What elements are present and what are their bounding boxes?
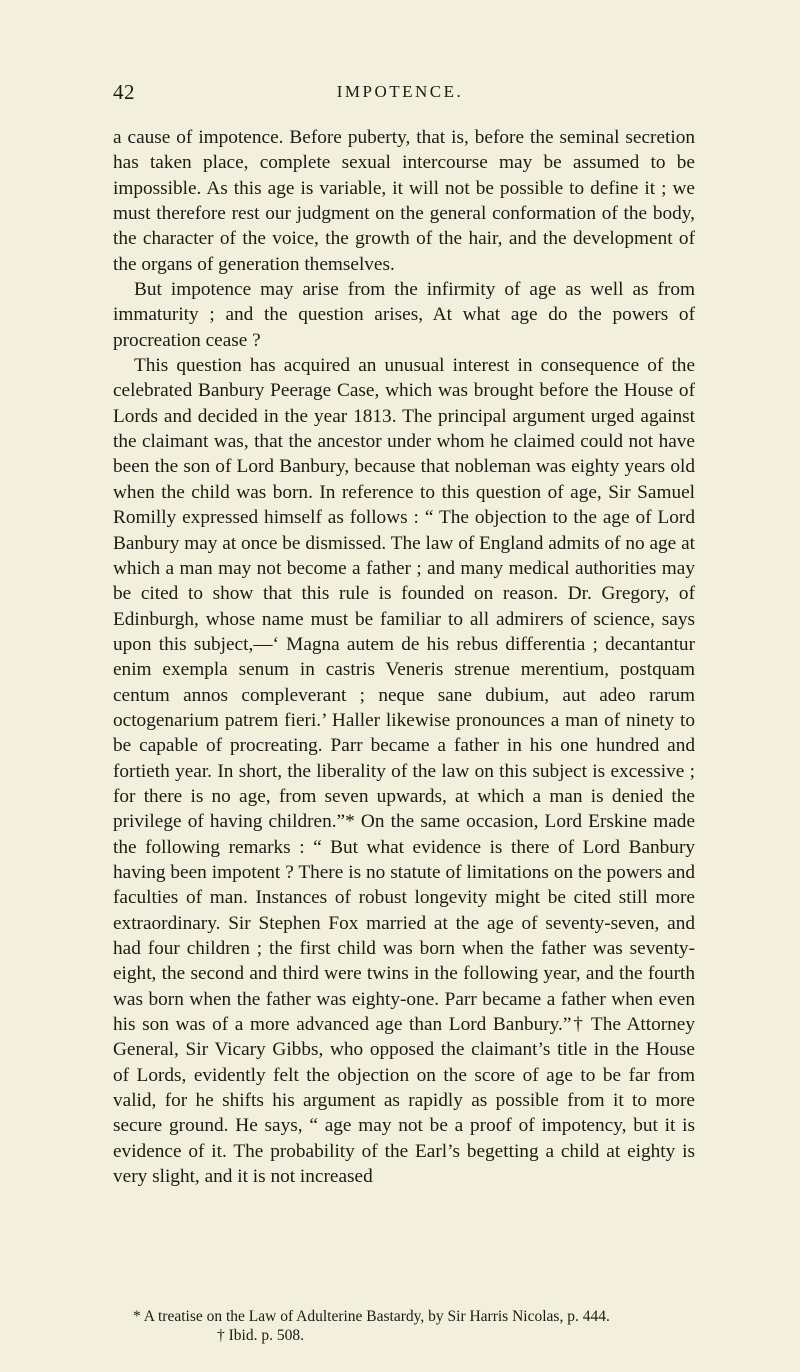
- page-number: 42: [113, 80, 135, 104]
- running-head: IMPOTENCE.: [336, 82, 464, 101]
- paragraph-continued: a cause of impotence. Before puberty, that is, before the seminal secretion has taken place, complete sexual intercourse may be assumed to be impossible. As this age is variable, it will not be possible to define it ; we must therefore rest our judgment on the general conformation of the body, the character of the voice, the growth of the hair, and the development of the organs of generation themselves.: [113, 127, 695, 275]
- paragraph-infirmity-of-age: But impotence may arise from the infirmity of age as well as from immaturity ; and the question arises, At what age do the powers of procreation cease ?: [113, 279, 695, 351]
- page-header: [0, 80, 800, 110]
- footnote-2-line: [113, 1326, 695, 1345]
- footnote-1: * A treatise on the Law of Adulterine Bastardy, by Sir Harris Nicolas, p. 444.: [133, 1308, 610, 1325]
- footnotes: [113, 1307, 695, 1345]
- footnote-2: † Ibid. p. 508.: [217, 1327, 304, 1344]
- paragraph-banbury-peerage-case: This question has acquired an unusual interest in consequence of the celebrated Banbury Peerage Case, which was brought before the House of Lords and decided in the year 1813. The principal argument urged against the claimant was, that the ancestor under whom he claimed could not have been the son of Lord Banbury, because that nobleman was eighty years old when the child was born. In reference to this question of age, Sir Samuel Romilly expressed himself as follows : “ The objection to the age of Lord Banbury may at once be dismissed. The law of England admits of no age at which a man may not become a father ; and many medical authorities may be cited to show that this rule is founded on reason. Dr. Gregory, of Edinburgh, whose name must be familiar to all admirers of science, says upon this subject,—‘ Magna autem de his rebus differentia ; decantantur enim exempla senum in castris Veneris strenue merentium, postquam centum annos compleverant ; neque sane dubium, aut adeo rarum octogenarium patrem fieri.’ Haller likewise pronounces a man of ninety to be capable of procreating. Parr became a father in his one hundred and fortieth year. In short, the liberality of the law on this subject is excessive ; for there is no age, from seven upwards, at which a man is denied the privilege of having children.”* On the same occasion, Lord Erskine made the following remarks : “ But what evidence is there of Lord Banbury having been impotent ? There is no statute of limitations on the powers and faculties of man. Instances of robust longevity might be cited still more extraordinary. Sir Stephen Fox married at the age of seventy-seven, and had four children ; the first child was born when the father was seventy-eight, the second and third were twins in the following year, and the fourth was born when the father was eighty-one. Parr became a father when even his son was of a more advanced age than Lord Banbury.”† The Attorney General, Sir Vicary Gibbs, who opposed the claimant’s title in the House of Lords, evidently felt the objection on the score of age to be far from valid, for he shifts his argument as rapidly as possible from it to more secure ground. He says, “ age may not be a proof of impotency, but it is evidence of it. The probability of the Earl’s begetting a child at eighty is very slight, and it is not increased: [113, 355, 695, 1188]
- body-text: [113, 125, 695, 1189]
